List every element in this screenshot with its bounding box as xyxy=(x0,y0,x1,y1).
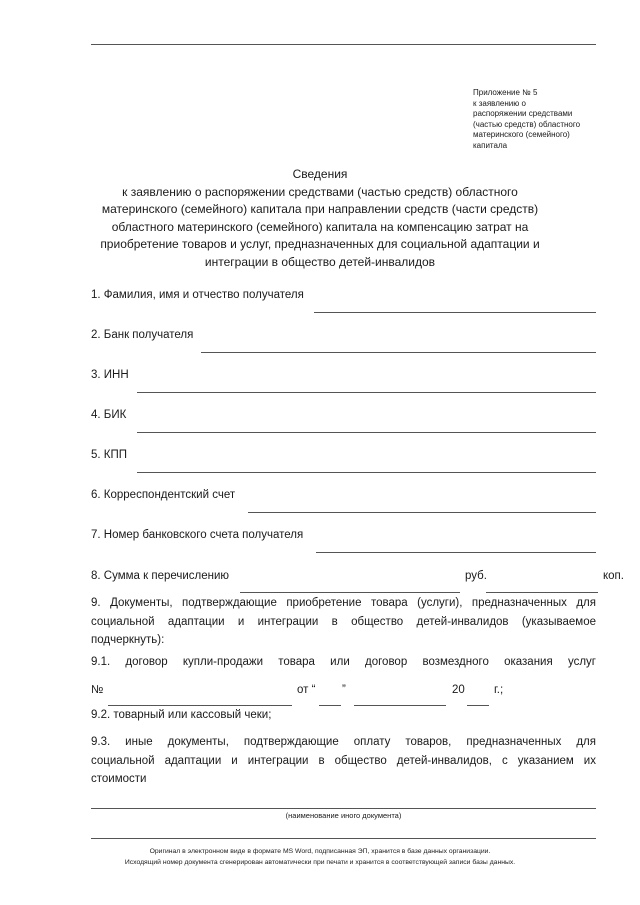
paragraph-line: 9. Документы, подтверждающие приобретение товара (услуги), предназначенных для xyxy=(91,597,596,609)
paragraph-line: стоимости xyxy=(91,773,147,785)
annex-line: к заявлению о xyxy=(473,98,526,108)
top-rule xyxy=(91,44,596,45)
item-9-2-text: 9.2. товарный или кассовый чеки; xyxy=(91,709,272,721)
bank-account-label: 7. Номер банковского счета получателя xyxy=(91,529,304,541)
paragraph-line: социальной адаптации и интеграции в общество детей-инвалидов, с указанием их xyxy=(91,754,596,767)
title-line: приобретение товаров и услуг, предназначенных для социальной адаптации и xyxy=(100,237,540,252)
rub-label: руб. xyxy=(465,570,487,582)
amount-label: 8. Сумма к перечислению xyxy=(91,570,230,582)
kop-label: коп. xyxy=(603,570,624,582)
recipient-name-field[interactable] xyxy=(314,312,596,313)
footer-note xyxy=(60,846,580,868)
contract-day-field[interactable] xyxy=(319,705,341,706)
bik-label: 4. БИК xyxy=(91,409,127,421)
corr-account-label: 6. Корреспондентский счет xyxy=(91,489,236,501)
document-title xyxy=(60,166,580,272)
kpp-label: 5. КПП xyxy=(91,449,128,461)
title-line: к заявлению о распоряжении средствами (частью средств) областного xyxy=(122,184,518,199)
amount-rub-field[interactable] xyxy=(240,592,460,593)
bank-account-field[interactable] xyxy=(316,552,596,553)
quote-close: ” xyxy=(342,684,346,696)
annex-line: капитала xyxy=(473,140,508,150)
annex-line: распоряжении средствами xyxy=(473,109,573,119)
kpp-field[interactable] xyxy=(137,472,596,473)
item-9-paragraph xyxy=(91,594,596,650)
number-sign: № xyxy=(91,684,104,696)
year-label: 20 xyxy=(452,684,465,696)
title-line: интеграции в общество детей-инвалидов xyxy=(204,254,436,269)
bik-field[interactable] xyxy=(137,432,596,433)
amount-kop-field[interactable] xyxy=(486,592,598,593)
title-heading: Сведения xyxy=(292,167,348,181)
other-document-field[interactable] xyxy=(91,808,596,809)
footer-line-2: Исходящий номер документа сгенерирован автоматически при печати и хранится в соответствующей записи базы данных. xyxy=(124,859,516,866)
annex-line: материнского (семейного) xyxy=(473,130,570,140)
recipient-name-label: 1. Фамилия, имя и отчество получателя xyxy=(91,289,304,301)
title-line: областного материнского (семейного) капитала на компенсацию затрат на xyxy=(111,219,529,234)
footer-line-1: Оригинал в электронном виде в формате MS Word, подписанная ЭП, хранится в базе данных организации. xyxy=(149,848,491,855)
annex-line: (частью средств) областного xyxy=(473,119,581,129)
recipient-bank-label: 2. Банк получателя xyxy=(91,329,194,341)
recipient-bank-field[interactable] xyxy=(201,352,596,353)
corr-account-field[interactable] xyxy=(248,512,596,513)
contract-number-field[interactable] xyxy=(108,705,292,706)
item-9-1-paragraph xyxy=(91,653,596,672)
year-suffix: г.; xyxy=(494,684,504,696)
contract-month-field[interactable] xyxy=(354,705,446,706)
title-line: материнского (семейного) капитала при направлении средств (части средств) xyxy=(101,202,539,217)
paragraph-line: подчеркнуть): xyxy=(91,634,165,646)
paragraph-line: 9.1. договор купли-продажи товара или договор возмездного оказания услуг xyxy=(91,656,596,668)
inn-label: 3. ИНН xyxy=(91,369,129,381)
footer-rule xyxy=(91,838,596,839)
contract-year-field[interactable] xyxy=(467,705,489,706)
from-label: от “ xyxy=(297,684,316,696)
item-9-3-paragraph xyxy=(91,733,596,789)
inn-field[interactable] xyxy=(137,392,596,393)
paragraph-line: социальной адаптации и интеграции в общество детей-инвалидов (указываемое xyxy=(91,615,596,628)
other-document-caption: (наименование иного документа) xyxy=(285,811,402,820)
annex-note xyxy=(473,88,580,152)
annex-line: Приложение № 5 xyxy=(473,88,538,97)
paragraph-line: 9.3. иные документы, подтверждающие оплату товаров, предназначенных для xyxy=(91,736,596,748)
